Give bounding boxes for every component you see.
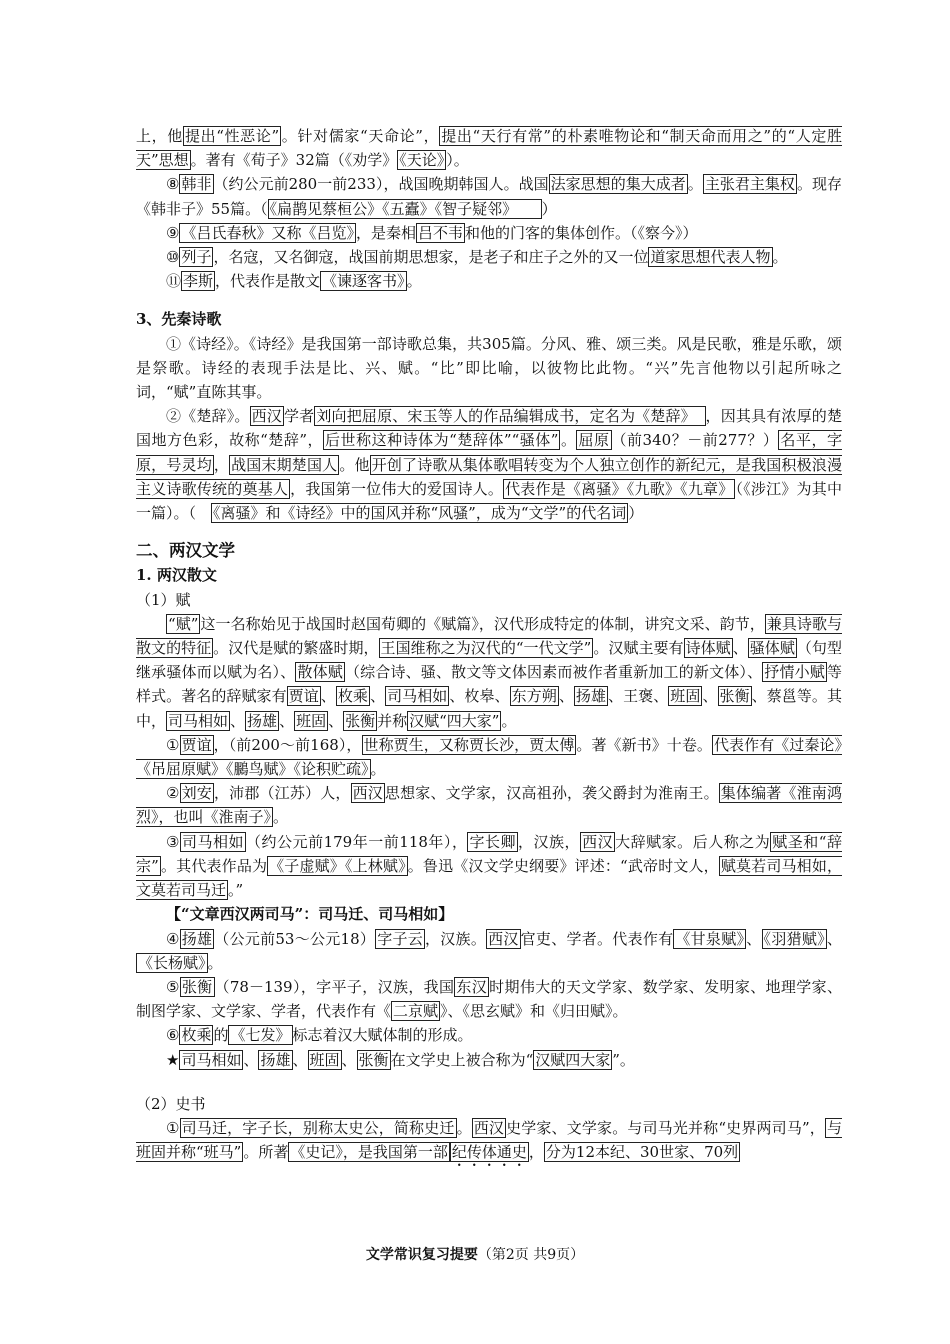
text-run: 、枚皋、 [449, 687, 510, 706]
four-masters-note [136, 1048, 842, 1072]
document-body [136, 124, 842, 1170]
text-run: ⑨ [166, 223, 180, 242]
zhangheng-item [136, 975, 842, 1023]
text-run: （约公元前280一前233），战国晚期韩国人。战国 [213, 175, 549, 194]
footer-page-info: （第2页 共9页） [477, 1247, 585, 1263]
boxed-answer: 贾谊 [288, 687, 319, 706]
boxed-answer: 枚乘 [181, 1026, 212, 1045]
text-run: 、 [320, 687, 336, 706]
text-run: 这一名称始见于战国时赵国荀卿的《赋篇》，汉代形成特定的体制，讲究文采、韵节， [200, 614, 765, 633]
text-run: ， [213, 455, 230, 474]
text-run: 学者 [283, 407, 315, 426]
text-run: 。现存《韩非子》55篇。（ [136, 175, 842, 218]
boxed-answer: 抒情小赋 [764, 663, 825, 682]
text-run: ”。 [612, 1050, 635, 1069]
text-run: （前340？－前277？） [611, 431, 779, 450]
text-run: 。 [560, 431, 577, 450]
text-run: 的 [213, 1026, 229, 1045]
chapter-heading-han-literature [136, 539, 842, 563]
boxed-answer: 汉赋四大家 [535, 1050, 611, 1069]
text-run: （《涉江》为其中一篇）。（ [136, 479, 842, 523]
boxed-answer: 西汉 [352, 784, 383, 803]
text-run: 。 [456, 1118, 472, 1137]
boxed-answer: 张衡 [358, 1050, 389, 1069]
boxed-answer: 班固 [670, 687, 701, 706]
boxed-answer: 韩非 [181, 175, 212, 194]
boxed-answer: 字子云 [377, 929, 424, 948]
text-run: 、 [370, 687, 386, 706]
boxed-answer: 《天论》 [399, 151, 445, 170]
boxed-answer: 西汉 [582, 832, 614, 851]
text-run: 并称 [377, 711, 408, 730]
text-run: 、 [732, 639, 748, 658]
text-run: 、 [279, 711, 295, 730]
text-run: 【“文章西汉两司马”：司马迁、司马相如】 [166, 905, 454, 924]
boxed-answer: 吕不韦 [417, 223, 463, 242]
text-run: 。 [772, 248, 788, 267]
text-run: ① [166, 1118, 180, 1137]
boxed-answer: 班固 [296, 711, 327, 730]
boxed-answer: 司马相如 [181, 832, 245, 851]
boxed-answer: 字长卿 [469, 832, 517, 851]
text-run: ⑧ [166, 175, 180, 194]
boxed-answer: 扬雄 [260, 1050, 291, 1069]
boxed-answer: 张衡 [181, 977, 213, 996]
yangxiong-item [136, 927, 842, 975]
text-run: 1. 两汉散文 [136, 566, 217, 585]
shijing-paragraph [136, 332, 842, 405]
text-run: ③ [166, 832, 180, 851]
text-run: 。汉代是赋的繁盛时期， [213, 639, 379, 658]
text-run: ，（前200～前168）， [213, 735, 362, 754]
boxed-answer: 《谏逐客书》 [322, 272, 405, 291]
jiayi-item [136, 733, 842, 781]
boxed-answer: 道家思想代表人物 [650, 248, 771, 267]
text-run: 。所著 [243, 1143, 289, 1162]
hanfei-item [136, 172, 842, 220]
text-run: 、 [558, 687, 574, 706]
text-run: 大辞赋家。后人称之为 [615, 832, 771, 851]
text-run: 、 [746, 929, 762, 948]
text-run: ，名寇，又名御寇，战国前期思想家，是老子和庄子之外的又一位 [213, 248, 649, 267]
text-run: ， [528, 1143, 544, 1162]
boxed-answer: 法家思想的集大成者 [550, 175, 686, 194]
text-run: ，汉族。 [425, 929, 487, 948]
subheading-history-books [136, 1092, 842, 1116]
boxed-answer: 司马相如 [387, 687, 448, 706]
lvshi-chunqiu-item [136, 221, 842, 245]
text-run: 。 [687, 175, 703, 194]
boxed-answer: 开创了诗歌从集体歌唱转变为个人独立创作的新纪元，是我国积极浪漫主义诗歌传统的奠基人 [136, 455, 842, 498]
text-run: ⑤ [166, 977, 180, 996]
text-run: 、王褒、 [608, 687, 669, 706]
text-run: 、 [243, 1050, 259, 1069]
text-run: 3、先秦诗歌 [136, 310, 222, 329]
boxed-answer: 赋莫若司马相如，文莫若司马迁 [136, 856, 842, 900]
text-run: （综合诗、骚、散文等文体因素而被作者重新加工的新文体）、 [344, 663, 763, 682]
boxed-answer: 扬雄 [181, 929, 213, 948]
boxed-answer: 东汉 [456, 977, 488, 996]
text-run: ★ [166, 1050, 180, 1069]
sima-qian-item [136, 1116, 842, 1170]
text-run: ④ [166, 929, 180, 948]
boxed-answer: 汉赋“四大家” [409, 711, 500, 730]
text-run: 、 [328, 711, 344, 730]
text-run: （公元前53～公元18） [214, 929, 376, 948]
boxed-answer: 《史记》，是我国第一部 [290, 1143, 448, 1162]
text-run: 。鲁迅《汉文学史纲要》评述：“武帝时文人， [407, 856, 719, 875]
section-heading-pre-qin-poetry [136, 307, 842, 331]
boxed-answer: 扬雄 [575, 687, 607, 706]
text-run: 在文学史上被合称为“ [390, 1050, 534, 1069]
xunzi-line [136, 124, 842, 172]
text-run: 官吏、学者。代表作有 [520, 929, 674, 948]
text-run: ②《楚辞》。 [166, 407, 250, 426]
text-run: ，是秦相 [355, 223, 416, 242]
text-run: ① [166, 735, 180, 754]
text-run: 标志着汉大赋体制的形成。 [292, 1026, 473, 1045]
text-run: 。汉赋主要有 [593, 639, 684, 658]
boxed-answer: 世称贾生，又称贾长沙，贾太傅 [363, 735, 575, 754]
liezi-item [136, 245, 842, 269]
liuan-item [136, 781, 842, 829]
text-run: 、蔡邕等。其中， [136, 687, 842, 730]
boxed-answer: 东方朔 [511, 687, 557, 706]
text-run: ，沛郡（江苏）人， [213, 784, 351, 803]
text-run: ，我国第一位伟大的爱国诗人。 [290, 479, 504, 498]
boxed-answer: 司马迁，字子长，别称太史公，简称史迁 [181, 1118, 455, 1137]
boxed-answer: “赋” [168, 614, 199, 633]
text-run: ①《诗经》。《诗经》是我国第一部诗歌总集，共305篇。分风、雅、颂三类。风是民歌，雅是乐歌，颂是祭歌。诗经的表现手法是比、兴、赋。“比”即比喻，以彼物比此物。“兴”先言他物以引起所咏之词，“赋”直陈其事。 [136, 334, 842, 402]
text-run: 。著《新书》十卷。 [576, 735, 712, 754]
boxed-answer: 贾谊 [181, 735, 212, 754]
boxed-answer: 列子 [181, 248, 212, 267]
text-run: 。 [370, 760, 386, 779]
text-run: 。针对儒家“天命论”， [281, 127, 440, 145]
boxed-answer: 刘安 [181, 784, 212, 803]
text-run: ，因其具有浓厚的楚国地方色彩，故称“楚辞”， [136, 407, 842, 450]
text-run: 。他 [339, 455, 370, 474]
text-run: 、 [826, 929, 842, 948]
boxed-answer: 班固 [309, 1050, 340, 1069]
boxed-answer: 司马相如 [168, 711, 229, 730]
meisheng-item [136, 1023, 842, 1047]
boxed-answer: 西汉 [473, 1118, 505, 1137]
text-run: 、 [702, 687, 718, 706]
text-run: ⑩ [166, 248, 180, 267]
two-simas-note [136, 902, 842, 926]
boxed-answer: 《吕氏春秋》又称《吕览》 [181, 223, 354, 242]
page-footer [0, 1244, 950, 1264]
boxed-answer: 扬雄 [247, 711, 278, 730]
boxed-answer: 西汉 [488, 929, 519, 948]
boxed-answer: 《离骚》和《诗经》中的国风并称“风骚”，成为“文学”的代名词 [213, 504, 627, 523]
text-run: （1）赋 [136, 590, 191, 609]
boxed-answer: 《扁鹊见蔡桓公》《五蠹》《智子疑邻》 [269, 199, 540, 218]
text-run: ⑥ [166, 1026, 180, 1045]
boxed-answer: 屈原 [578, 431, 610, 450]
subsection-heading-han-prose [136, 563, 842, 587]
boxed-answer: 分为12本纪、30世家、70列 [545, 1143, 739, 1162]
text-run: （约公元前179年一前118年）， [246, 832, 468, 851]
text-run: 思想家、文学家，汉高祖孙，袭父爵封为淮南王。 [384, 784, 719, 803]
footer-title: 文学常识复习提要 [365, 1247, 478, 1263]
boxed-answer: 集体编著《淮南鸿烈》，也叫《淮南子》 [136, 784, 842, 827]
boxed-answer: 王国维称之为汉代的“一代文学” [380, 639, 592, 658]
text-run: 、 [292, 1050, 308, 1069]
boxed-answer: 刘向把屈原、宋玉等人的作品编辑成书，定名为《楚辞》 [316, 407, 704, 426]
text-run: 》、《思玄赋》和《归田赋》。 [440, 1002, 628, 1021]
boxed-answer: 后世称这种诗体为“楚辞体”“骚体” [325, 431, 559, 450]
spacer [136, 1072, 842, 1092]
text-run: （2）史书 [136, 1094, 206, 1113]
boxed-answer: 李斯 [183, 272, 214, 291]
boxed-answer: 散体赋 [297, 663, 343, 682]
text-run: 。 [501, 711, 517, 730]
text-run: 和他的门客的集体创作。（《察今》） [465, 223, 698, 242]
text-run: ） [541, 199, 557, 218]
boxed-answer: 张衡 [719, 687, 750, 706]
boxed-answer: 《子虚赋》《上林赋》 [269, 856, 406, 875]
text-run: （78－139），字平子，汉族，我国 [214, 977, 455, 996]
sima-xiangru-item [136, 830, 842, 903]
boxed-answer: 张衡 [345, 711, 376, 730]
boxed-answer: 纪传体通史 [451, 1143, 527, 1162]
boxed-answer: 《甘泉赋》 [675, 929, 745, 948]
boxed-answer: 《羽猎赋》 [763, 929, 825, 948]
chuci-paragraph [136, 404, 842, 525]
text-run: 。 [207, 953, 223, 972]
boxed-answer: 提出“性恶论” [184, 127, 280, 145]
boxed-answer: 枚乘 [337, 687, 368, 706]
boxed-answer: 兼具诗歌与散文的特征 [136, 614, 842, 658]
boxed-answer: 赋圣和“辞宗” [136, 832, 842, 875]
boxed-answer: 司马相如 [181, 1050, 242, 1069]
text-run: 史学家、文学家。与司马光并称“史界两司马”， [506, 1118, 825, 1137]
boxed-answer: 西汉 [251, 407, 282, 426]
text-run: ② [166, 784, 180, 803]
text-run: 。 [406, 272, 422, 291]
text-run: 。 [273, 808, 289, 827]
boxed-answer: 主张君主集权 [704, 175, 795, 194]
text-run: 。其代表作品为 [160, 856, 268, 875]
text-run: ，代表作是散文 [215, 272, 321, 291]
lisi-item [136, 269, 842, 293]
text-run: 、 [341, 1050, 357, 1069]
text-run: ）。 [446, 151, 469, 170]
text-run: 时期伟大的天文学家、数学家、发明家、地理学家、制图学家、文学家、学者，代表作有《 [136, 977, 842, 1021]
text-run: 等样式。著名的辞赋家有 [136, 663, 842, 706]
boxed-answer: 代表作是《离骚》《九歌》《九章》 [505, 479, 734, 498]
text-run: 上，他 [136, 127, 183, 145]
text-run: 二、两汉文学 [136, 541, 235, 561]
boxed-answer: 二京赋 [393, 1002, 439, 1021]
boxed-answer: 提出“天行有常”的朴素唯物论和“制天命而用之”的“人定胜天”思想 [136, 127, 842, 170]
boxed-answer: 《长杨赋》 [138, 953, 206, 972]
text-run: 、 [230, 711, 246, 730]
text-run: ⑪ [166, 272, 182, 291]
boxed-answer: 骚体赋 [749, 639, 795, 658]
text-run: 。著有《荀子》32篇（《劝学》 [190, 151, 398, 170]
subheading-fu [136, 588, 842, 612]
boxed-answer: 战国末期楚国人 [231, 455, 338, 474]
boxed-answer: 《七发》 [230, 1026, 291, 1045]
boxed-answer: 与班固并称“班马” [136, 1118, 842, 1162]
boxed-answer: 代表作有《过秦论》《吊屈原赋》《鵩鸟赋》《论积贮疏》 [136, 735, 842, 779]
text-run: ） [628, 504, 644, 523]
boxed-answer: 名平，字原，号灵均 [136, 431, 842, 474]
text-run: （句型继承骚体而以赋为名）、 [136, 639, 842, 682]
boxed-answer: 诗体赋 [685, 639, 731, 658]
text-run: ，汉族， [518, 832, 581, 851]
fu-paragraph [136, 612, 842, 733]
text-run: 。” [228, 881, 244, 900]
